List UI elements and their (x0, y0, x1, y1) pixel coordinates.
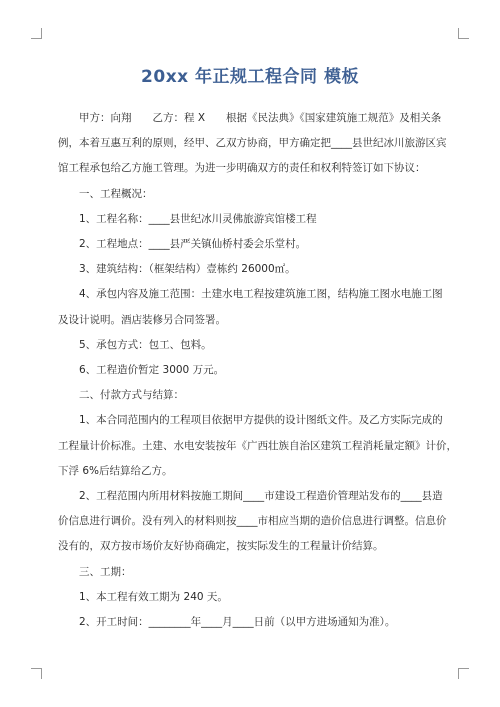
body-line: 一、工程概况： (79, 187, 153, 200)
body-line: 馆工程承包给乙方施工管理。为进一步明确双方的责任和权利特签订如下协议： (58, 162, 426, 175)
body-line: 甲方：向翔 乙方：程 X 根据《民法典》《国家建筑施工规范》及相关条 (79, 112, 442, 124)
body-line: 1、本合同范围内的工程项目依据甲方提供的设计图纸文件。及乙方实际完成的 (79, 414, 443, 427)
document-title: 20xx 年正规工程合同 模板 (141, 67, 359, 87)
body-line: 没有的，双方按市场价友好协商确定，按实际发生的工程量计价结算。 (58, 540, 384, 553)
body-line: 三、工期： (79, 565, 132, 578)
body-line: 2、开工时间：________年____月____日前（以甲方进场通知为准）。 (79, 616, 396, 629)
body-line: 4、承包内容及施工范围：土建水电工程按建筑施工图，结构施工图水电施工图 (79, 288, 443, 301)
body-line: 5、承包方式：包工、包料。 (79, 338, 212, 351)
document-body (58, 106, 457, 635)
body-line: 及设计说明。酒店装修另合同签署。 (58, 313, 226, 326)
crop-mark-top-right (458, 28, 469, 39)
body-line: 3、建筑结构：（框架结构）壹栋约 26000㎡。 (79, 263, 296, 276)
crop-mark-bottom-right (458, 668, 469, 679)
body-line: 工程量计价标准。土建、水电安装按年《广西壮族自治区建筑工程消耗量定额》计价， (58, 439, 457, 452)
body-line: 价信息进行调价。没有列入的材料则按____市相应当期的造价信息进行调整。信息价 (58, 515, 447, 528)
body-line: 6、工程造价暂定 3000 万元。 (79, 364, 225, 377)
body-line: 2、工程地点：____县严关镇仙桥村委会乐堂村。 (79, 238, 307, 251)
body-line: 下浮 6%后结算给乙方。 (58, 464, 173, 477)
crop-mark-top-left (31, 28, 42, 39)
crop-mark-bottom-left (31, 668, 42, 679)
body-line: 二、付款方式与结算： (79, 389, 184, 402)
body-line: 例，本着互惠互利的原则，经甲、乙双方协商，甲方确定把____县世纪冰川旅游区宾 (58, 137, 447, 150)
body-line: 1、本工程有效工期为 240 天。 (79, 590, 228, 603)
body-line: 1、工程名称：____县世纪冰川灵佛旅游宾馆楼工程 (79, 212, 317, 225)
body-line: 2、工程范围内所用材料按施工期间____市建设工程造价管理站发布的____县造 (79, 490, 443, 503)
